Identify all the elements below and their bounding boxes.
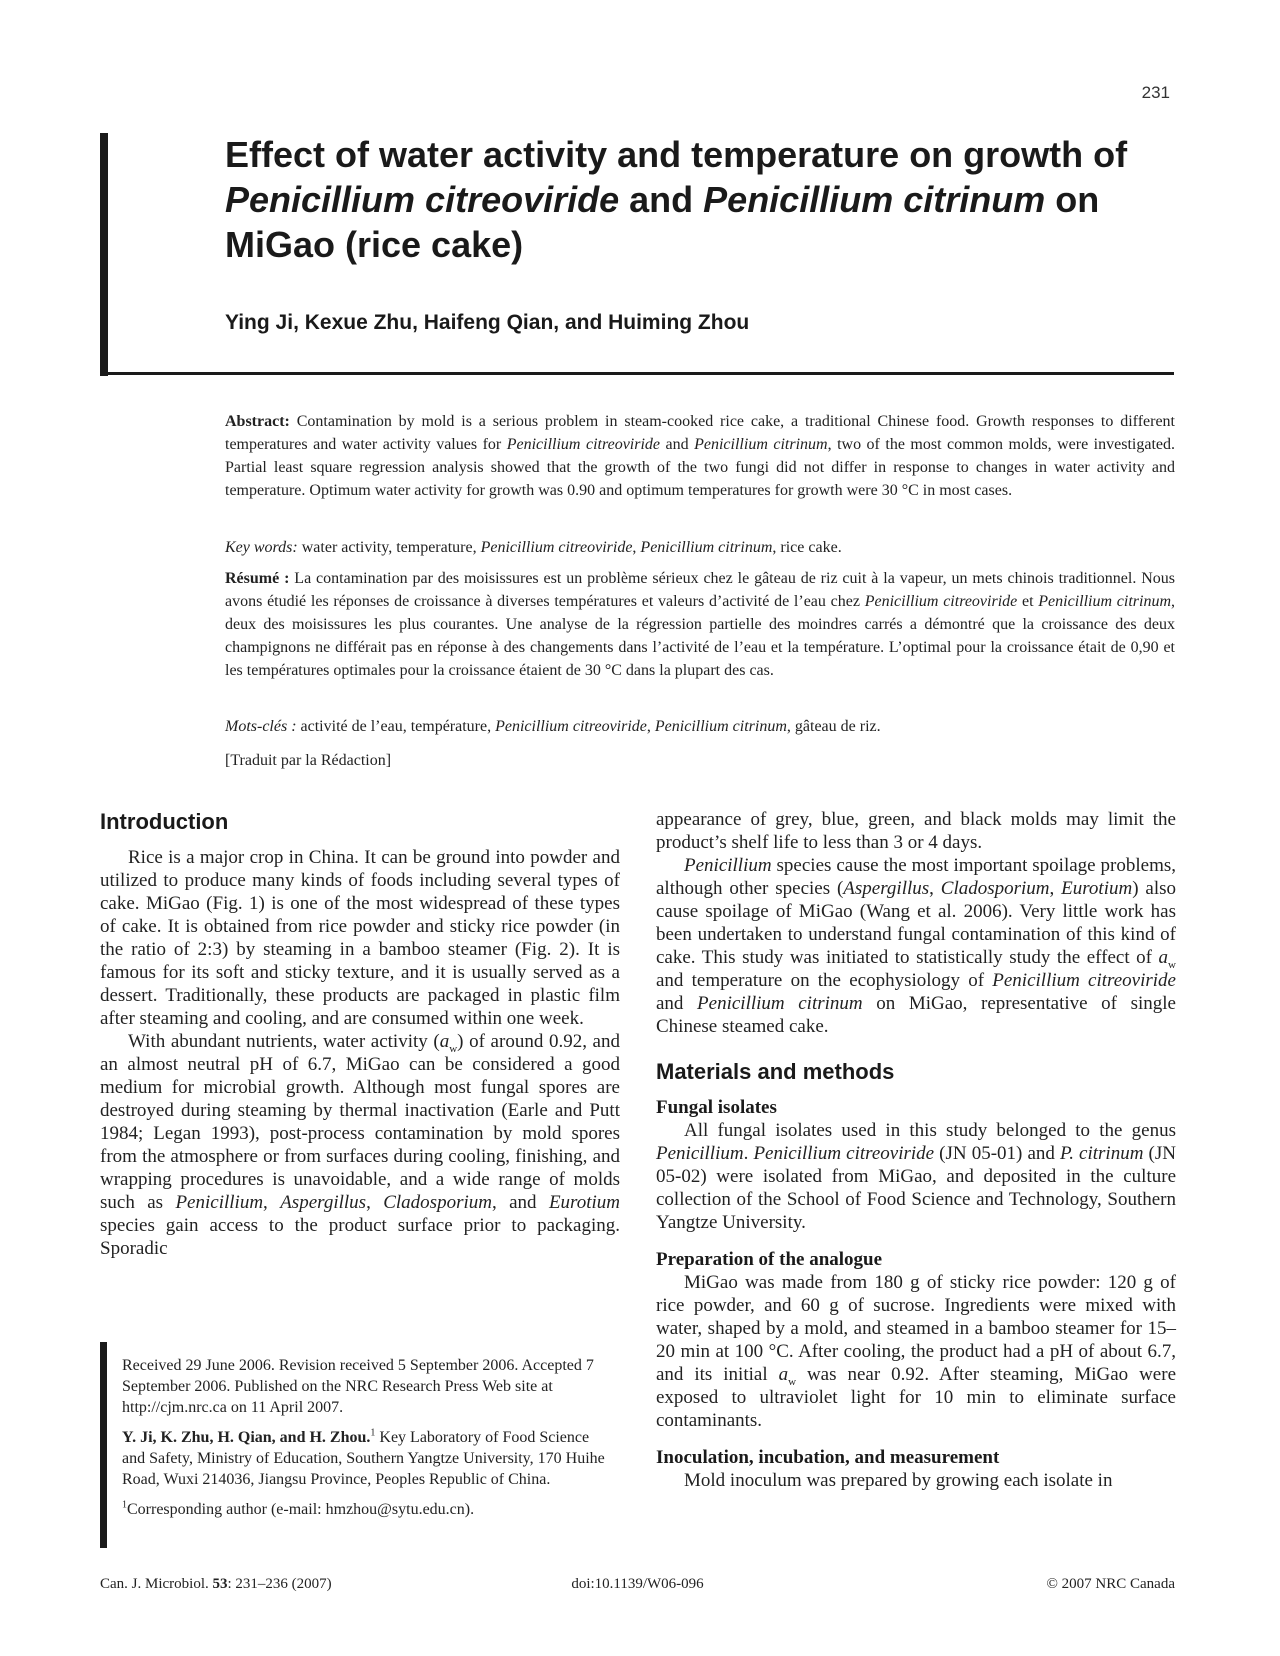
resume (225, 567, 1175, 682)
species-name: Penicillium citreoviride (992, 970, 1176, 991)
species-name: Penicillium citrinum (654, 718, 787, 735)
species-name: Penicillium citrinum (640, 539, 773, 556)
genus-name: Cladosporium (940, 878, 1050, 899)
inoculation-heading: Inoculation, incubation, and measurement (656, 1447, 1000, 1468)
text: species gain access to the product surface prior to packaging. Sporadic (100, 1215, 620, 1259)
abstract-text: , two of the most common molds, were investigated. Partial least square regression analysis showed that the growth of the two fungi did not differ in response to changes in water activity and temperature. Optimum water activity for growth was 0.90 and optimum temperatures for growth were 30 °C in most cases. (225, 436, 1175, 499)
genus-name: Penicillium (175, 1192, 264, 1213)
mots-cles-text: activité de l’eau, température, (296, 718, 496, 735)
genus-name: Penicillium (656, 1143, 744, 1164)
title-species-1: Penicillium citreoviride (225, 179, 620, 220)
text: . (743, 1143, 754, 1164)
abstract-text: Contamination by mold is a serious problem in steam-cooked rice cake, a traditional Chinese food. Growth responses to different temperatures and water activity values for (225, 413, 1175, 453)
abstract-label: Abstract: (225, 413, 290, 430)
species-name: Penicillium citrinum (694, 436, 828, 453)
mots-cles-text: , (646, 718, 655, 735)
resume-label: Résumé : (225, 570, 290, 587)
symbol-subscript: w (788, 1375, 797, 1388)
pages: : 231–236 (2007) (227, 1576, 332, 1592)
text: MiGao was made from 180 g of sticky rice powder: 120 g of rice powder, and 60 g of sucrose. Ingredients were mixed with water, shaped by a mold, and steamed in a bamboo steamer for 15–20 min at 100 °C. After cooling, the product had a pH of about 6.7, and its initial (656, 1272, 1176, 1385)
footnote-marker: 1 (370, 1427, 376, 1439)
genus-name: Eurotium (1061, 878, 1133, 899)
text: With abundant nutrients, water activity ( (128, 1031, 440, 1052)
mots-cles-text: , gâteau de riz. (786, 718, 881, 735)
keywords-label: Key words: (225, 539, 298, 556)
page-number: 231 (1141, 83, 1170, 102)
intro-paragraph-2 (100, 1030, 620, 1260)
footnote-accent-bar (100, 1342, 107, 1548)
journal-name: Can. J. Microbiol. (100, 1576, 213, 1592)
article-title (225, 132, 1175, 267)
footnote-marker: 1 (122, 1499, 127, 1511)
species-name: Penicillium citreoviride (495, 718, 647, 735)
keywords-text: water activity, temperature, (297, 539, 481, 556)
author-affiliation (122, 1427, 612, 1490)
symbol: a (778, 1364, 789, 1385)
symbol: a (1158, 947, 1169, 968)
title-species-2: Penicillium citrinum (703, 179, 1046, 220)
species-name: Penicillium citreoviride (864, 593, 1018, 610)
introduction-heading: Introduction (100, 809, 229, 834)
title-accent-bar (100, 133, 108, 376)
corresponding-text: Corresponding author (e-mail: hmzhou@sytu.edu.cn). (127, 1501, 475, 1518)
corresponding-author (122, 1499, 612, 1520)
text: , (366, 1192, 384, 1213)
text: , (929, 878, 941, 899)
text: , (1049, 878, 1062, 899)
species-name: Penicillium citrinum (1038, 593, 1171, 610)
text: (JN 05-02) were isolated from MiGao, and deposited in the culture collection of the School of Food Science and Technology, Southern Yangtze University. (656, 1143, 1176, 1233)
mots-cles-label: Mots-clés : (225, 718, 297, 735)
copyright: © 2007 NRC Canada (1046, 1576, 1175, 1592)
symbol-subscript: w (449, 1042, 458, 1055)
isolates-paragraph (656, 1119, 1176, 1234)
doi: doi:10.1139/W06-096 (571, 1576, 704, 1592)
inoculation-paragraph: Mold inoculum was prepared by growing each isolate in (684, 1470, 1113, 1491)
title-divider (100, 372, 1174, 375)
article-footnote (122, 1355, 612, 1529)
analogue-paragraph (656, 1271, 1176, 1432)
title-part: and (619, 179, 704, 220)
volume: 53 (212, 1576, 228, 1592)
text: was near 0.92. After steaming, MiGao were exposed to ultraviolet light for 10 min to eliminate surface contaminants. (656, 1364, 1177, 1431)
fungal-isolates-heading: Fungal isolates (656, 1097, 777, 1118)
symbol-subscript: w (1168, 958, 1176, 971)
genus-name: Cladosporium (383, 1192, 492, 1213)
text: ) also cause spoilage of MiGao (Wang et al. 2006). Very little work has been undertaken to understand fungal contamination of this kind of cake. This study was initiated to statistically study the effect of (656, 878, 1176, 968)
left-column (100, 808, 620, 1260)
text: and (656, 993, 698, 1014)
genus-name: Penicillium (684, 855, 772, 876)
received-dates: Received 29 June 2006. Revision received 5 September 2006. Accepted 7 September 2006. Published on the NRC Research Press Web site at http://cjm.nrc.ca on 11 April 2007. (122, 1357, 594, 1416)
right-column (656, 808, 1176, 1492)
keywords-text: , (632, 539, 641, 556)
author-list: Ying Ji, Kexue Zhu, Haifeng Qian, and Huiming Zhou (225, 311, 750, 334)
text: (JN 05-01) and (934, 1143, 1061, 1164)
text: , and (491, 1192, 549, 1213)
resume-text: La contamination par des moisissures est un problème sérieux chez le gâteau de riz cuit à la vapeur, un mets chinois traditionnel. Nous avons étudié les réponses de croissance à diverses températures et valeurs d’activité de l’eau chez (225, 570, 1175, 610)
resume-text: et (1017, 593, 1039, 610)
text: , (263, 1192, 281, 1213)
analogue-heading: Preparation of the analogue (656, 1249, 883, 1270)
mots-cles (225, 715, 1175, 738)
text: species cause the most important spoilage problems, although other species ( (656, 855, 1176, 899)
title-part: on MiGao (rice cake) (225, 179, 1100, 265)
affiliation-text: Key Laboratory of Food Science and Safety, Ministry of Education, Southern Yangtze University, 170 Huihe Road, Wuxi 214036, Jiangsu Province, Peoples Republic of China. (122, 1429, 605, 1488)
intro-paragraph-continued: appearance of grey, blue, green, and black molds may limit the product’s shelf life to less than 3 or 4 days. (656, 809, 1176, 853)
methods-heading: Materials and methods (656, 1059, 895, 1084)
title-part: Effect of water activity and temperature on growth of (225, 134, 1128, 175)
genus-name: Eurotium (548, 1192, 621, 1213)
text: and temperature on the ecophysiology of (656, 970, 993, 991)
genus-name: Aspergillus (280, 1192, 367, 1213)
species-name: Penicillium citreoviride (753, 1143, 935, 1164)
text: All fungal isolates used in this study belonged to the genus (684, 1120, 1176, 1141)
intro-paragraph-3 (656, 854, 1176, 1038)
species-name: Penicillium citreoviride (506, 436, 661, 453)
species-name: Penicillium citreoviride (480, 539, 633, 556)
abstract (225, 410, 1175, 502)
affiliation-authors: Y. Ji, K. Zhu, H. Qian, and H. Zhou. (122, 1429, 371, 1446)
text: ) of around 0.92, and an almost neutral pH of 6.7, MiGao can be considered a good medium for microbial growth. Although most fungal spores are destroyed during steaming by thermal inactivation (Earle and Putt 1984; Legan 1993), post-process contamination by mold spores from the atmosphere or from surfaces during cooling, finishing, and wrapping procedures is unavoidable, and a wide range of molds such as (100, 1031, 620, 1213)
species-name: Penicillium citrinum (697, 993, 863, 1014)
symbol: a (439, 1031, 450, 1052)
species-name: P. citrinum (1060, 1143, 1144, 1164)
abstract-text: and (660, 436, 695, 453)
intro-paragraph-1: Rice is a major crop in China. It can be ground into powder and utilized to produce many kinds of foods including several types of cake. MiGao (Fig. 1) is one of the most widespread of these types of cake. It is obtained from rice powder and sticky rice powder (in the ratio of 2:3) by steaming in a bamboo steamer (Fig. 2). It is famous for its soft and sticky texture, and it is usually served as a dessert. Traditionally, these products are packaged in plastic film after steaming and cooling, and are consumed within one week. (100, 847, 620, 1029)
translation-note: [Traduit par la Rédaction] (225, 752, 392, 769)
keywords-text: , rice cake. (772, 539, 842, 556)
genus-name: Aspergillus (843, 878, 930, 899)
text: on MiGao, representative of single Chinese steamed cake. (656, 993, 1176, 1037)
resume-text: , deux des moisissures les plus courantes. Une analyse de la régression partielle des moindres carrés a démontré que la croissance des deux champignons ne différait pas en réponse à des changements dans l’activité de l’eau et la température. L’optimal pour la croissance était de 0,90 et les températures optimales pour la croissance étaient de 30 °C dans la plupart des cas. (225, 593, 1175, 679)
keywords (225, 536, 1175, 559)
